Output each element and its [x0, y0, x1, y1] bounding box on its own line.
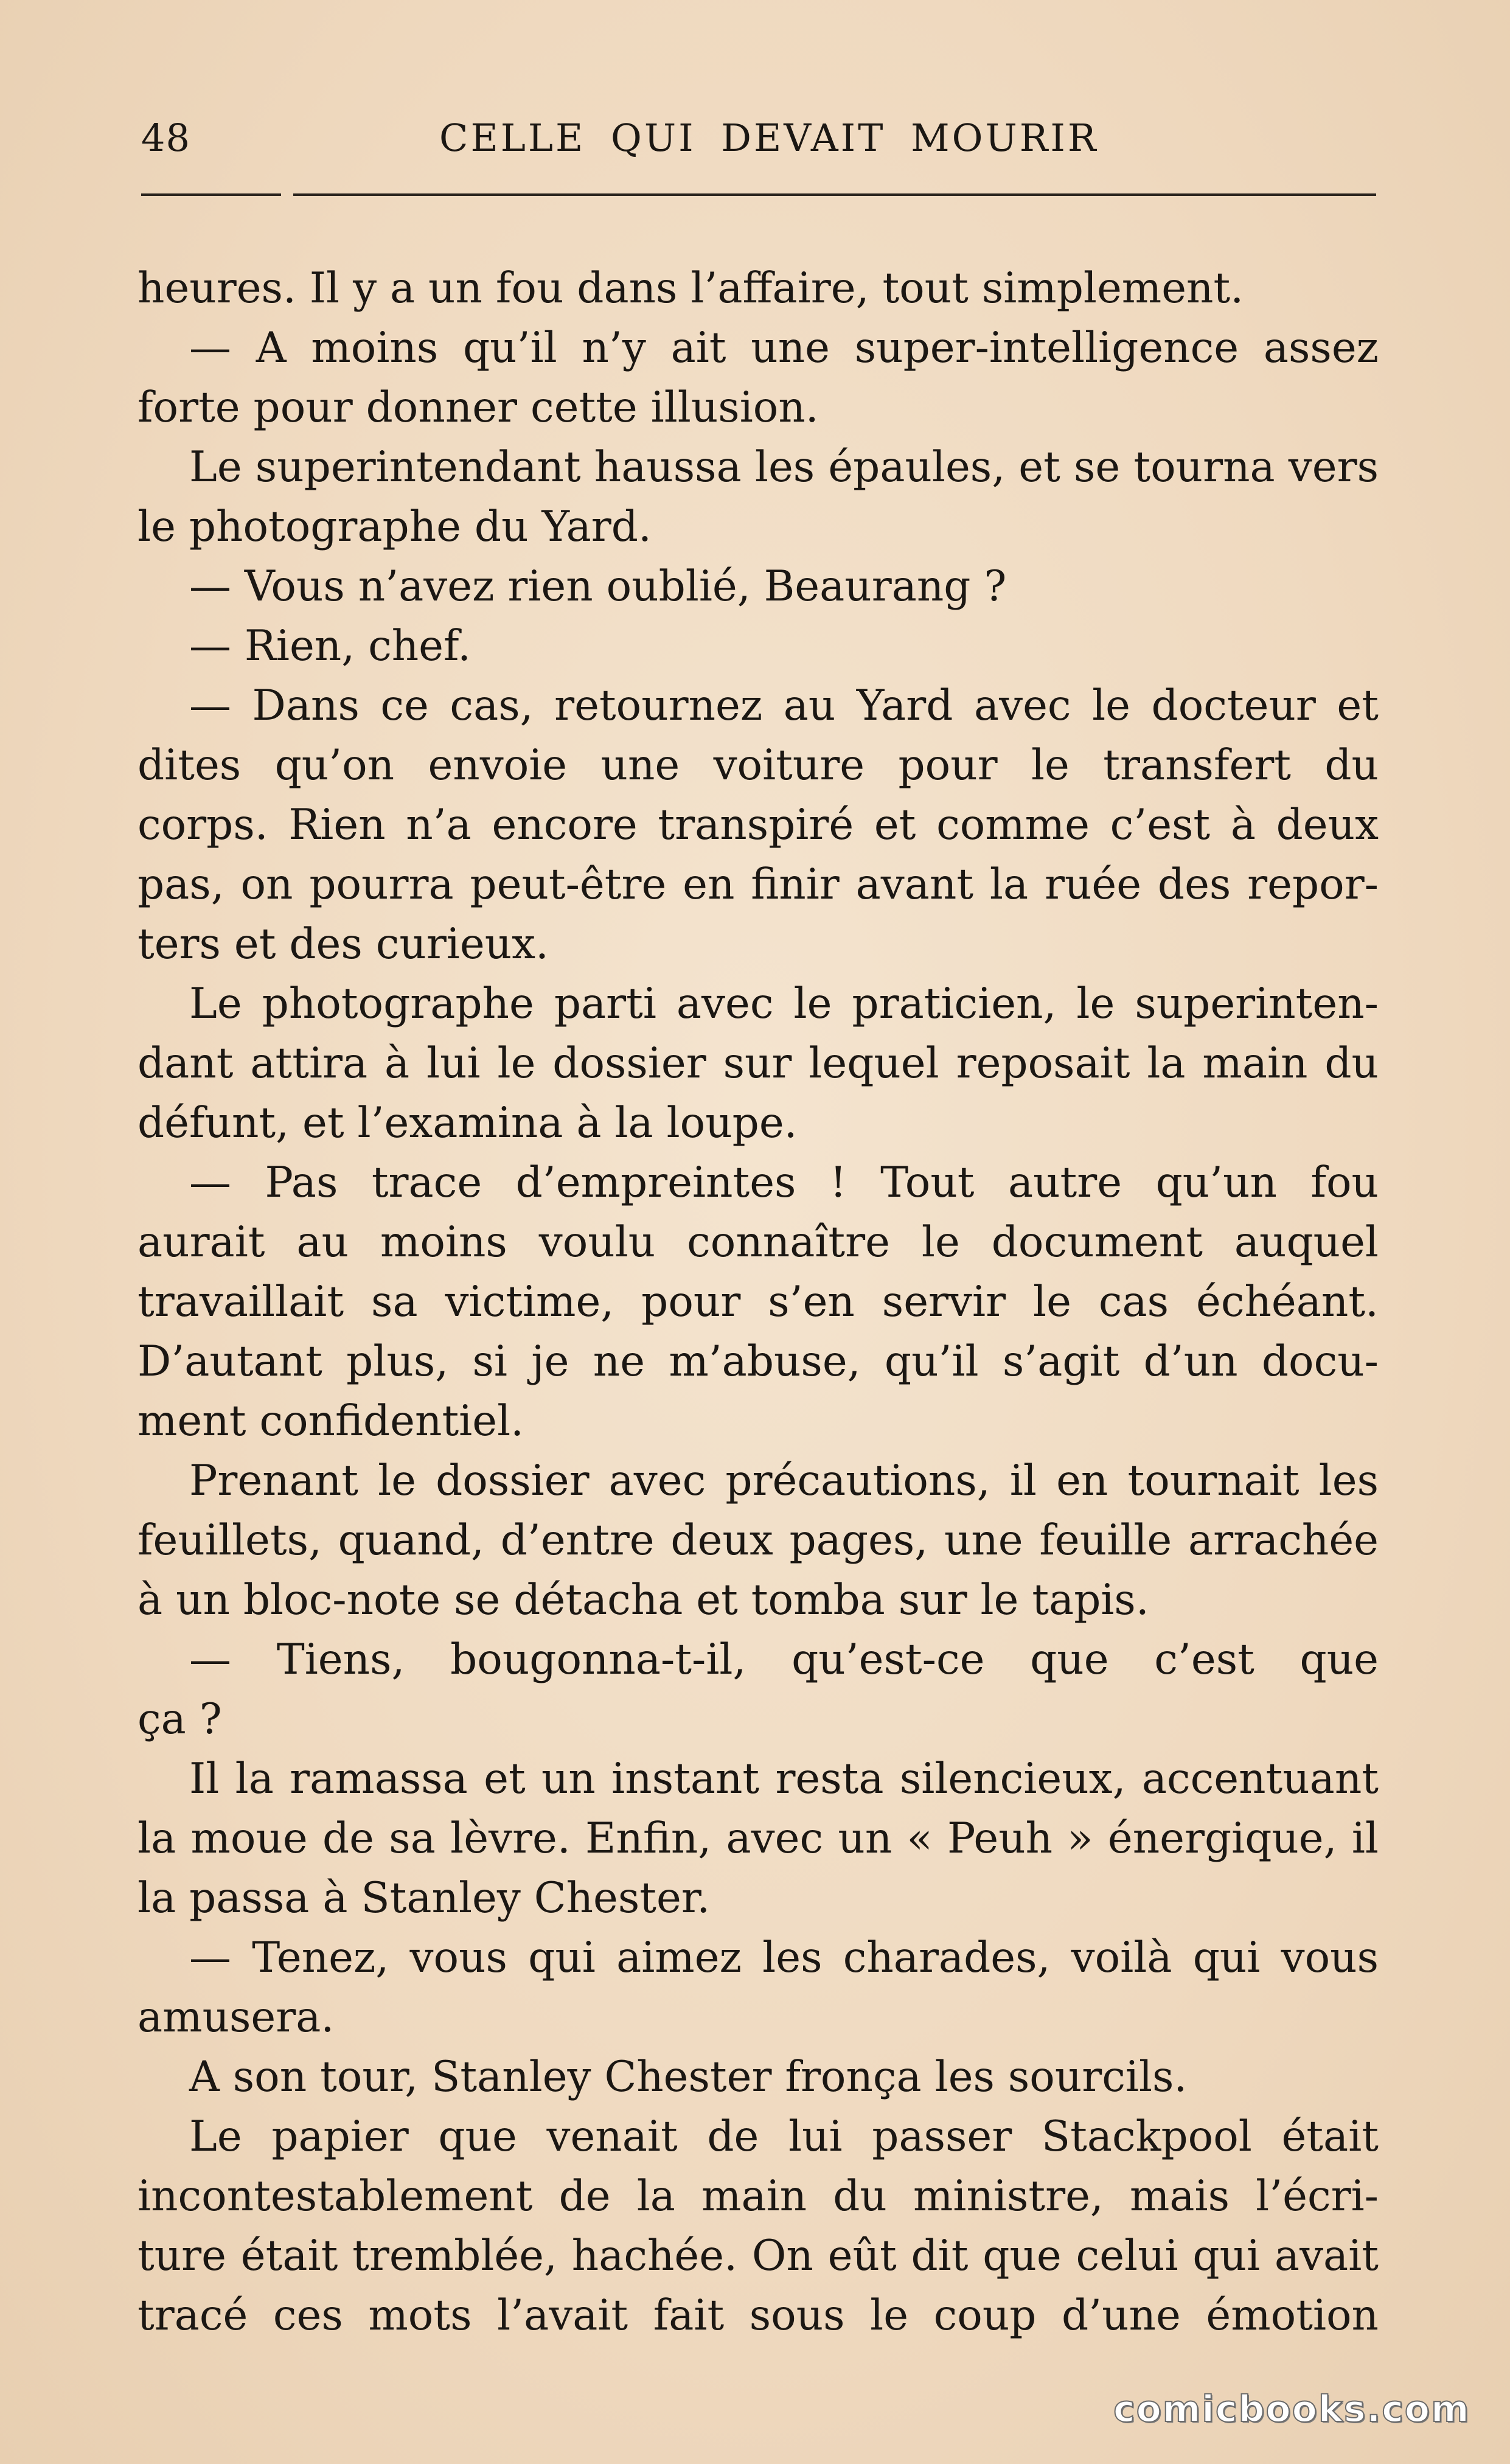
text-line: Prenant le dossier avec précautions, il en tournait les: [189, 1456, 1379, 1505]
text-line: incontestablement de la main du ministre, mais l’écri-: [137, 2172, 1379, 2221]
text-line: forte pour donner cette illusion.: [137, 383, 819, 432]
text-line: — Pas trace d’empreintes ! Tout autre qu’un fou: [189, 1158, 1379, 1207]
text-line: la moue de sa lèvre. Enfin, avec un « Peuh » énergique, il: [137, 1814, 1379, 1863]
text-line: — Vous n’avez rien oublié, Beaurang ?: [189, 562, 1007, 611]
text-line: la passa à Stanley Chester.: [137, 1874, 711, 1923]
text-line: ture était tremblée, hachée. On eût dit que celui qui avait: [137, 2232, 1379, 2280]
text-line: ça ?: [137, 1695, 222, 1744]
text-line: dites qu’on envoie une voiture pour le transfert du: [137, 741, 1379, 790]
text-line: travaillait sa victime, pour s’en servir le cas échéant.: [137, 1278, 1379, 1326]
text-line: le photographe du Yard.: [137, 503, 652, 551]
running-title: CELLE QUI DEVAIT MOURIR: [439, 116, 1099, 160]
body-text: [137, 259, 1379, 2345]
text-line: ment confidentiel.: [137, 1397, 524, 1446]
text-line: Il la ramassa et un instant resta silencieux, accentuant: [189, 1755, 1379, 1803]
text-line: heures. Il y a un fou dans l’affaire, tout simplement.: [137, 264, 1244, 313]
text-line: — Dans ce cas, retournez au Yard avec le docteur et: [189, 681, 1379, 730]
page-header: [141, 110, 1376, 176]
text-line: — A moins qu’il n’y ait une super-intelligence assez: [189, 324, 1379, 372]
text-line: amusera.: [137, 1993, 335, 2042]
text-line: — Tenez, vous qui aimez les charades, voilà qui vous: [189, 1933, 1379, 1982]
text-line: pas, on pourra peut-être en finir avant la ruée des repor-: [137, 860, 1379, 909]
page-number: 48: [141, 116, 190, 160]
text-line: dant attira à lui le dossier sur lequel reposait la main du: [137, 1039, 1379, 1088]
text-line: corps. Rien n’a encore transpiré et comme c’est à deux: [137, 801, 1379, 849]
text-line: D’autant plus, si je ne m’abuse, qu’il s’agit d’un docu-: [137, 1337, 1379, 1386]
text-line: A son tour, Stanley Chester fronça les sourcils.: [189, 2053, 1188, 2101]
watermark: comicbooks.com: [1113, 2388, 1470, 2431]
text-line: Le photographe parti avec le praticien, le superinten-: [189, 980, 1379, 1028]
text-line: feuillets, quand, d’entre deux pages, une feuille arrachée: [137, 1516, 1379, 1565]
text-line: — Rien, chef.: [189, 622, 471, 670]
text-line: ters et des curieux.: [137, 920, 549, 969]
text-line: tracé ces mots l’avait fait sous le coup d’une émotion: [137, 2291, 1379, 2340]
header-rule-right: [293, 193, 1376, 196]
text-line: Le superintendant haussa les épaules, et se tourna vers: [189, 443, 1379, 492]
text-line: Le papier que venait de lui passer Stackpool était: [189, 2112, 1379, 2161]
text-line: aurait au moins voulu connaître le document auquel: [137, 1218, 1379, 1267]
text-line: à un bloc-note se détacha et tomba sur le tapis.: [137, 1576, 1149, 1624]
text-line: — Tiens, bougonna-t-il, qu’est-ce que c’est que: [189, 1635, 1379, 1684]
header-rule-left: [141, 193, 281, 196]
text-line: défunt, et l’examina à la loupe.: [137, 1099, 798, 1147]
